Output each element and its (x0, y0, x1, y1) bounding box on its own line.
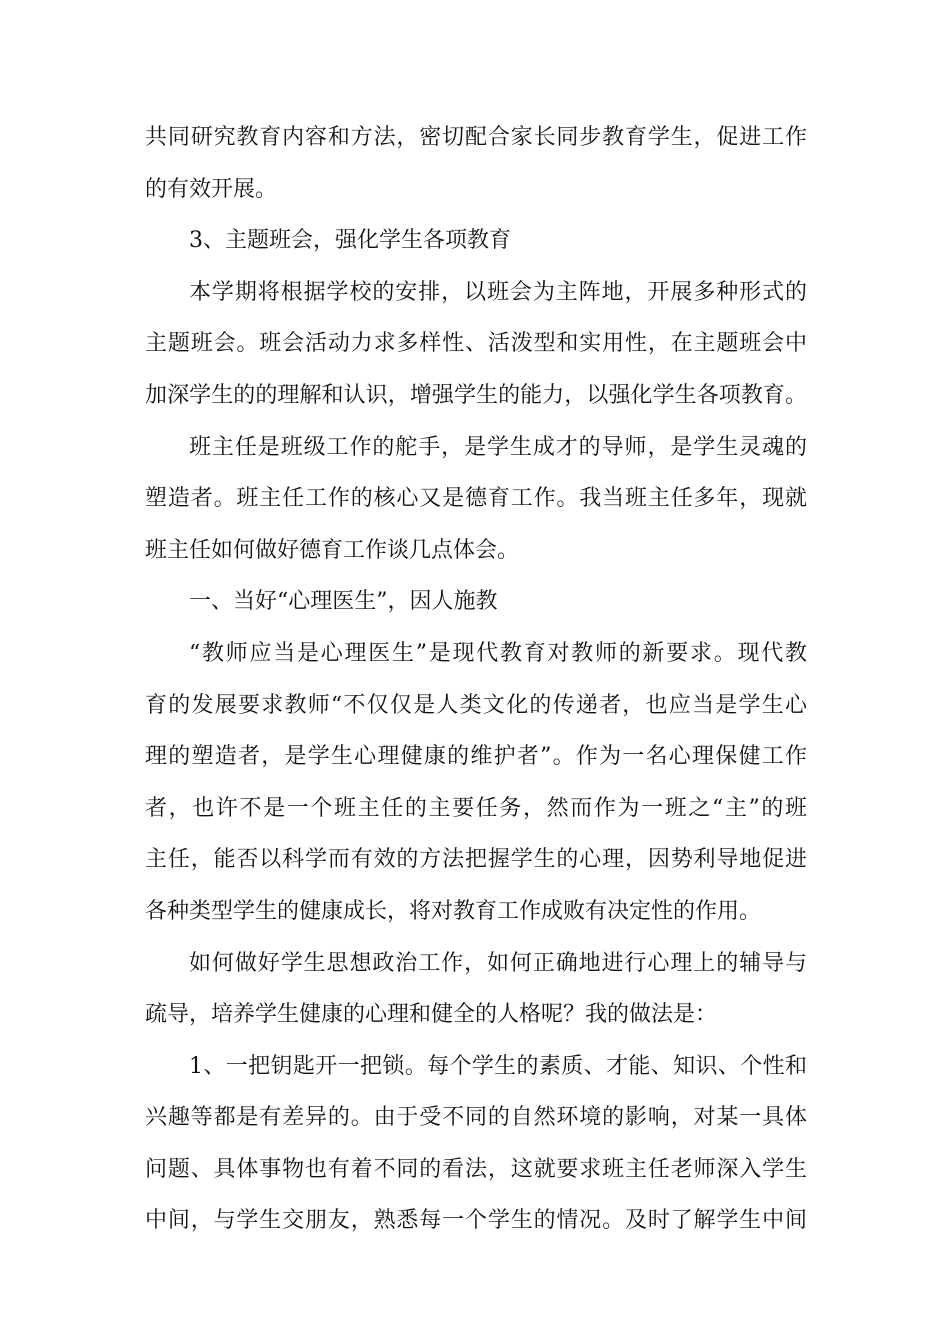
text-line: 者，也许不是一个班主任的主要任务，然而作为一班之“主”的班 (145, 795, 807, 821)
text-line: 理的塑造者，是学生心理健康的维护者”。作为一名心理保健工作 (145, 744, 807, 770)
text-line: 塑造者。班主任工作的核心又是德育工作。我当班主任多年，现就 (145, 486, 807, 512)
text-line: 班主任是班级工作的舵手，是学生成才的导师，是学生灵魂的 (189, 434, 807, 460)
text-line: 兴趣等都是有差异的。由于受不同的自然环境的影响，对某一具体 (145, 1105, 807, 1131)
text-line: 主题班会。班会活动力求多样性、活泼型和实用性，在主题班会中 (145, 331, 807, 357)
text-line: 如何做好学生思想政治工作，如何正确地进行心理上的辅导与 (189, 950, 807, 976)
text-line: 中间，与学生交朋友，熟悉每一个学生的情况。及时了解学生中间 (145, 1208, 807, 1234)
text-line: 的有效开展。 (145, 176, 278, 202)
text-line: 问题、具体事物也有着不同的看法，这就要求班主任老师深入学生 (145, 1156, 807, 1182)
text-line: 1、一把钥匙开一把锁。每个学生的素质、才能、知识、个性和 (189, 1053, 807, 1079)
text-line: “教师应当是心理医生”是现代教育对教师的新要求。现代教 (189, 640, 807, 666)
text-line: 主任，能否以科学而有效的方法把握学生的心理，因势利导地促进 (145, 847, 807, 873)
document-body (145, 112, 807, 1247)
text-line: 育的发展要求教师“不仅仅是人类文化的传递者，也应当是学生心 (145, 692, 807, 718)
text-line: 本学期将根据学校的安排，以班会为主阵地，开展多种形式的 (189, 279, 807, 305)
text-line: 班主任如何做好德育工作谈几点体会。 (145, 537, 520, 563)
section-heading: 一、当好“心理医生”，因人施教 (189, 589, 498, 615)
text-line: 疏导，培养学生健康的心理和健全的人格呢？我的做法是： (145, 1002, 718, 1028)
text-line: 加深学生的的理解和认识，增强学生的能力，以强化学生各项教育。 (145, 382, 807, 408)
text-line: 各种类型学生的健康成长，将对教育工作成败有决定性的作用。 (145, 898, 762, 924)
text-line: 共同研究教育内容和方法，密切配合家长同步教育学生，促进工作 (145, 125, 807, 150)
section-heading: 3、主题班会，强化学生各项教育 (189, 228, 511, 254)
